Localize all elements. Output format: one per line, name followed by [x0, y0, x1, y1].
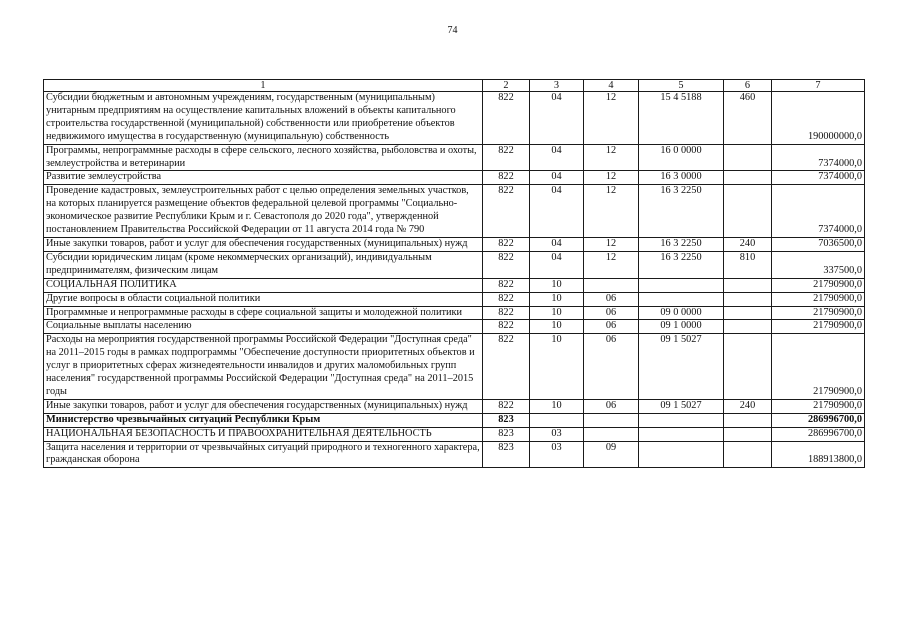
row-amount-cell: 7374000,0	[772, 144, 865, 171]
row-ministry-code-cell: 822	[483, 171, 530, 185]
row-name-cell: Другие вопросы в области социальной политики	[44, 292, 483, 306]
row-subsection-code-cell: 12	[584, 237, 639, 251]
row-ministry-code-cell: 822	[483, 334, 530, 400]
row-target-article-cell	[639, 413, 724, 427]
row-ministry-code-cell: 822	[483, 306, 530, 320]
row-section-code-cell: 10	[530, 306, 584, 320]
row-expense-type-cell	[724, 144, 772, 171]
row-section-code-cell	[530, 413, 584, 427]
header-col-2: 2	[483, 80, 530, 92]
row-amount-cell: 7374000,0	[772, 171, 865, 185]
row-name-cell: Иные закупки товаров, работ и услуг для обеспечения государственных (муниципальных) нужд	[44, 237, 483, 251]
row-expense-type-cell	[724, 320, 772, 334]
row-ministry-code-cell: 822	[483, 185, 530, 238]
row-section-code-cell: 10	[530, 334, 584, 400]
row-name-cell: Развитие землеустройства	[44, 171, 483, 185]
row-name-cell: Субсидии бюджетным и автономным учреждениям, государственным (муниципальным) унитарным предприятиям на осуществление капитальных вложений в объекты капитального строительства государственной (муниципальной) собственности или приобретение объектов недвижимого имущества в государственную (муниципальную) собственность	[44, 92, 483, 145]
table-row	[44, 413, 865, 427]
row-name-cell: СОЦИАЛЬНАЯ ПОЛИТИКА	[44, 278, 483, 292]
row-name-cell: Субсидии юридическим лицам (кроме некоммерческих организаций), индивидуальным предпринимателям, физическим лицам	[44, 251, 483, 278]
row-section-code-cell: 04	[530, 251, 584, 278]
row-expense-type-cell	[724, 278, 772, 292]
row-section-code-cell: 10	[530, 278, 584, 292]
header-col-3: 3	[530, 80, 584, 92]
row-section-code-cell: 03	[530, 427, 584, 441]
table-row	[44, 334, 865, 400]
row-section-code-cell: 04	[530, 171, 584, 185]
table-row	[44, 185, 865, 238]
row-target-article-cell: 16 3 2250	[639, 251, 724, 278]
row-expense-type-cell	[724, 427, 772, 441]
row-amount-cell: 7036500,0	[772, 237, 865, 251]
row-name-cell: Защита населения и территории от чрезвычайных ситуаций природного и техногенного характера, гражданская оборона	[44, 441, 483, 468]
header-col-4: 4	[584, 80, 639, 92]
header-col-6: 6	[724, 80, 772, 92]
row-amount-cell: 286996700,0	[772, 427, 865, 441]
row-expense-type-cell	[724, 306, 772, 320]
row-section-code-cell: 10	[530, 292, 584, 306]
row-target-article-cell: 16 0 0000	[639, 144, 724, 171]
row-section-code-cell: 04	[530, 237, 584, 251]
row-amount-cell: 337500,0	[772, 251, 865, 278]
row-section-code-cell: 10	[530, 320, 584, 334]
row-ministry-code-cell: 822	[483, 251, 530, 278]
header-col-7: 7	[772, 80, 865, 92]
row-ministry-code-cell: 822	[483, 237, 530, 251]
row-amount-cell: 21790900,0	[772, 306, 865, 320]
row-target-article-cell	[639, 278, 724, 292]
row-ministry-code-cell: 822	[483, 292, 530, 306]
table-row	[44, 92, 865, 145]
row-name-cell: Министерство чрезвычайных ситуаций Республики Крым	[44, 413, 483, 427]
row-target-article-cell: 09 1 5027	[639, 399, 724, 413]
row-target-article-cell: 16 3 0000	[639, 171, 724, 185]
row-subsection-code-cell: 06	[584, 320, 639, 334]
table-row	[44, 320, 865, 334]
row-name-cell: Социальные выплаты населению	[44, 320, 483, 334]
row-name-cell: Программные и непрограммные расходы в сфере социальной защиты и молодежной политики	[44, 306, 483, 320]
table-row	[44, 292, 865, 306]
row-ministry-code-cell: 822	[483, 320, 530, 334]
row-name-cell: Иные закупки товаров, работ и услуг для обеспечения государственных (муниципальных) нужд	[44, 399, 483, 413]
row-amount-cell: 190000000,0	[772, 92, 865, 145]
row-expense-type-cell	[724, 292, 772, 306]
row-subsection-code-cell: 06	[584, 334, 639, 400]
row-target-article-cell	[639, 441, 724, 468]
row-section-code-cell: 04	[530, 144, 584, 171]
row-subsection-code-cell: 09	[584, 441, 639, 468]
row-subsection-code-cell: 06	[584, 399, 639, 413]
header-col-1: 1	[44, 80, 483, 92]
row-ministry-code-cell: 822	[483, 278, 530, 292]
row-ministry-code-cell: 823	[483, 413, 530, 427]
table-row	[44, 144, 865, 171]
row-section-code-cell: 04	[530, 92, 584, 145]
row-subsection-code-cell: 06	[584, 292, 639, 306]
row-ministry-code-cell: 822	[483, 399, 530, 413]
row-target-article-cell: 09 1 0000	[639, 320, 724, 334]
table-header-row	[44, 80, 865, 92]
row-subsection-code-cell: 06	[584, 306, 639, 320]
row-target-article-cell: 09 1 5027	[639, 334, 724, 400]
row-expense-type-cell: 240	[724, 237, 772, 251]
row-amount-cell: 7374000,0	[772, 185, 865, 238]
row-subsection-code-cell	[584, 278, 639, 292]
row-expense-type-cell	[724, 171, 772, 185]
row-expense-type-cell	[724, 185, 772, 238]
row-target-article-cell: 16 3 2250	[639, 237, 724, 251]
row-target-article-cell: 15 4 5188	[639, 92, 724, 145]
row-amount-cell: 286996700,0	[772, 413, 865, 427]
row-section-code-cell: 04	[530, 185, 584, 238]
table-row	[44, 251, 865, 278]
row-ministry-code-cell: 823	[483, 427, 530, 441]
row-amount-cell: 21790900,0	[772, 278, 865, 292]
row-expense-type-cell: 460	[724, 92, 772, 145]
row-expense-type-cell	[724, 413, 772, 427]
row-expense-type-cell	[724, 441, 772, 468]
budget-table	[43, 79, 865, 468]
row-ministry-code-cell: 822	[483, 92, 530, 145]
row-expense-type-cell: 240	[724, 399, 772, 413]
row-ministry-code-cell: 822	[483, 144, 530, 171]
table-row	[44, 306, 865, 320]
table-row	[44, 278, 865, 292]
row-target-article-cell	[639, 292, 724, 306]
row-name-cell: Проведение кадастровых, землеустроительных работ с целью определения земельных участков, на которых планируется размещение объектов федеральной целевой программы "Социально-экономическое развитие Республики Крым и г. Севастополя до 2020 года", утвержденной постановлением Правительства Российской Федерации от 11 августа 2014 года № 790	[44, 185, 483, 238]
row-name-cell: НАЦИОНАЛЬНАЯ БЕЗОПАСНОСТЬ И ПРАВООХРАНИТЕЛЬНАЯ ДЕЯТЕЛЬНОСТЬ	[44, 427, 483, 441]
page-number: 74	[447, 25, 458, 36]
table-row	[44, 399, 865, 413]
row-expense-type-cell: 810	[724, 251, 772, 278]
row-expense-type-cell	[724, 334, 772, 400]
table-row	[44, 171, 865, 185]
table-row	[44, 237, 865, 251]
row-subsection-code-cell: 12	[584, 171, 639, 185]
row-amount-cell: 21790900,0	[772, 334, 865, 400]
header-col-5: 5	[639, 80, 724, 92]
table-row	[44, 441, 865, 468]
row-subsection-code-cell: 12	[584, 144, 639, 171]
row-amount-cell: 188913800,0	[772, 441, 865, 468]
row-section-code-cell: 03	[530, 441, 584, 468]
row-target-article-cell	[639, 427, 724, 441]
row-subsection-code-cell: 12	[584, 92, 639, 145]
row-subsection-code-cell	[584, 413, 639, 427]
row-subsection-code-cell: 12	[584, 185, 639, 238]
row-ministry-code-cell: 823	[483, 441, 530, 468]
row-name-cell: Расходы на мероприятия государственной программы Российской Федерации "Доступная среда" на 2011–2015 годы в рамках подпрограммы "Обеспечение доступности приоритетных объектов и услуг в приоритетных сферах жизнедеятельности инвалидов и других маломобильных групп населения" государственной программы Российской Федерации "Доступная среда" на 2011–2015 годы	[44, 334, 483, 400]
row-target-article-cell: 16 3 2250	[639, 185, 724, 238]
row-amount-cell: 21790900,0	[772, 320, 865, 334]
table-row	[44, 427, 865, 441]
row-target-article-cell: 09 0 0000	[639, 306, 724, 320]
row-subsection-code-cell	[584, 427, 639, 441]
row-subsection-code-cell: 12	[584, 251, 639, 278]
row-section-code-cell: 10	[530, 399, 584, 413]
row-amount-cell: 21790900,0	[772, 399, 865, 413]
row-name-cell: Программы, непрограммные расходы в сфере сельского, лесного хозяйства, рыболовства и охоты, землеустройства и ветеринарии	[44, 144, 483, 171]
row-amount-cell: 21790900,0	[772, 292, 865, 306]
